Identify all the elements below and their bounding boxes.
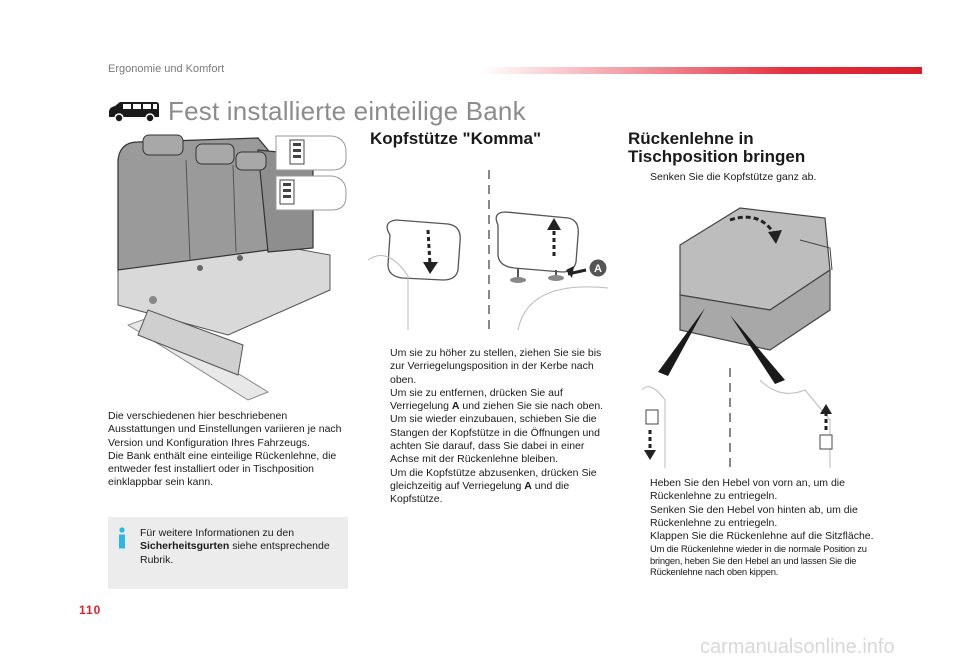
car-top-view-diagram bbox=[272, 132, 350, 212]
list-item-bold: A bbox=[524, 479, 532, 492]
intro-text bbox=[108, 410, 346, 490]
list-item-text: Um die Kopfstütze abzusenken, drücken Sie gleichzeitig auf Verriegelung bbox=[390, 466, 597, 492]
page-title: Fest installierte einteilige Bank bbox=[168, 96, 526, 126]
info-text-before: Für weitere Informationen zu den bbox=[140, 527, 295, 539]
list-item bbox=[630, 171, 870, 184]
rueckenlehne-instructions bbox=[630, 477, 874, 578]
heading-line: Rückenlehne in bbox=[628, 129, 754, 148]
list-item-text: Senken Sie den Hebel von hinten ab, um die Rückenlehne zu entriegeln. bbox=[650, 503, 858, 529]
list-item-text: Klappen Sie die Rückenlehne auf die Sitzfläche. bbox=[650, 530, 874, 543]
list-item-text: Heben Sie den Hebel von vorn an, um die Rückenlehne zu entriegeln. bbox=[650, 477, 845, 503]
list-item-text: und ziehen Sie sie nach oben. bbox=[459, 400, 604, 413]
intro-paragraph: Die Bank enthält eine einteilige Rückenlehne, die entweder fest installiert oder in Tischposition einklappbar sein kann. bbox=[108, 449, 337, 489]
list-item bbox=[370, 347, 608, 387]
list-item bbox=[630, 543, 874, 578]
info-text bbox=[140, 527, 338, 567]
heading-rueckenlehne bbox=[628, 130, 805, 166]
list-item-text: Senken Sie die Kopfstütze ganz ab. bbox=[650, 171, 817, 183]
list-item bbox=[370, 413, 608, 466]
callout-a-marker bbox=[589, 259, 607, 277]
header-accent-bar bbox=[480, 67, 922, 74]
list-item-text: und die Kopfstütze. bbox=[390, 479, 570, 506]
info-icon bbox=[116, 527, 128, 549]
list-item bbox=[630, 477, 874, 504]
headrest-illustration bbox=[368, 170, 610, 330]
watermark: carmanualsonline.info bbox=[700, 636, 895, 658]
list-item bbox=[370, 467, 608, 507]
info-text-after: siehe entsprechende Rubrik. bbox=[140, 540, 330, 566]
heading-line: Tischposition bringen bbox=[628, 147, 806, 166]
kopfstuetze-instructions bbox=[370, 347, 608, 507]
rueckenlehne-step-1 bbox=[630, 171, 870, 184]
callout-a-label: A bbox=[594, 263, 602, 275]
list-item bbox=[630, 504, 874, 531]
list-item-text: Um sie wieder einzubauen, schieben Sie die Stangen der Kopfstütze in die Öffnungen und achten Sie darauf, dass Sie dabei in einer Achse mit der Rückenlehne bleiben. bbox=[390, 413, 600, 466]
list-item-text: Um sie zu höher zu stellen, ziehen Sie sie bis zur Verriegelungsposition in der Kerbe nach oben. bbox=[390, 347, 602, 386]
list-item bbox=[370, 387, 608, 414]
section-header: Ergonomie und Komfort bbox=[108, 63, 225, 75]
list-item bbox=[630, 530, 874, 543]
info-text-bold: Sicherheitsgurten bbox=[140, 540, 230, 553]
list-item-bold: A bbox=[451, 400, 460, 413]
list-item-text: Um die Rückenlehne wieder in die normale Position zu bringen, heben Sie den Hebel an und lassen Sie die Rückenlehne nach oben kippen. bbox=[650, 543, 867, 578]
intro-paragraph: Die verschiedenen hier beschriebenen Ausstattungen und Einstellungen variieren je nach Version und Konfiguration Ihres Fahrzeugs. bbox=[108, 410, 342, 449]
folding-seat-illustration bbox=[640, 200, 872, 468]
list-item-text: Um sie zu entfernen, drücken Sie auf Verriegelung bbox=[390, 386, 563, 413]
heading-kopfstuetze: Kopfstütze "Komma" bbox=[370, 129, 542, 148]
page-number: 110 bbox=[79, 603, 102, 617]
van-icon bbox=[106, 100, 162, 124]
